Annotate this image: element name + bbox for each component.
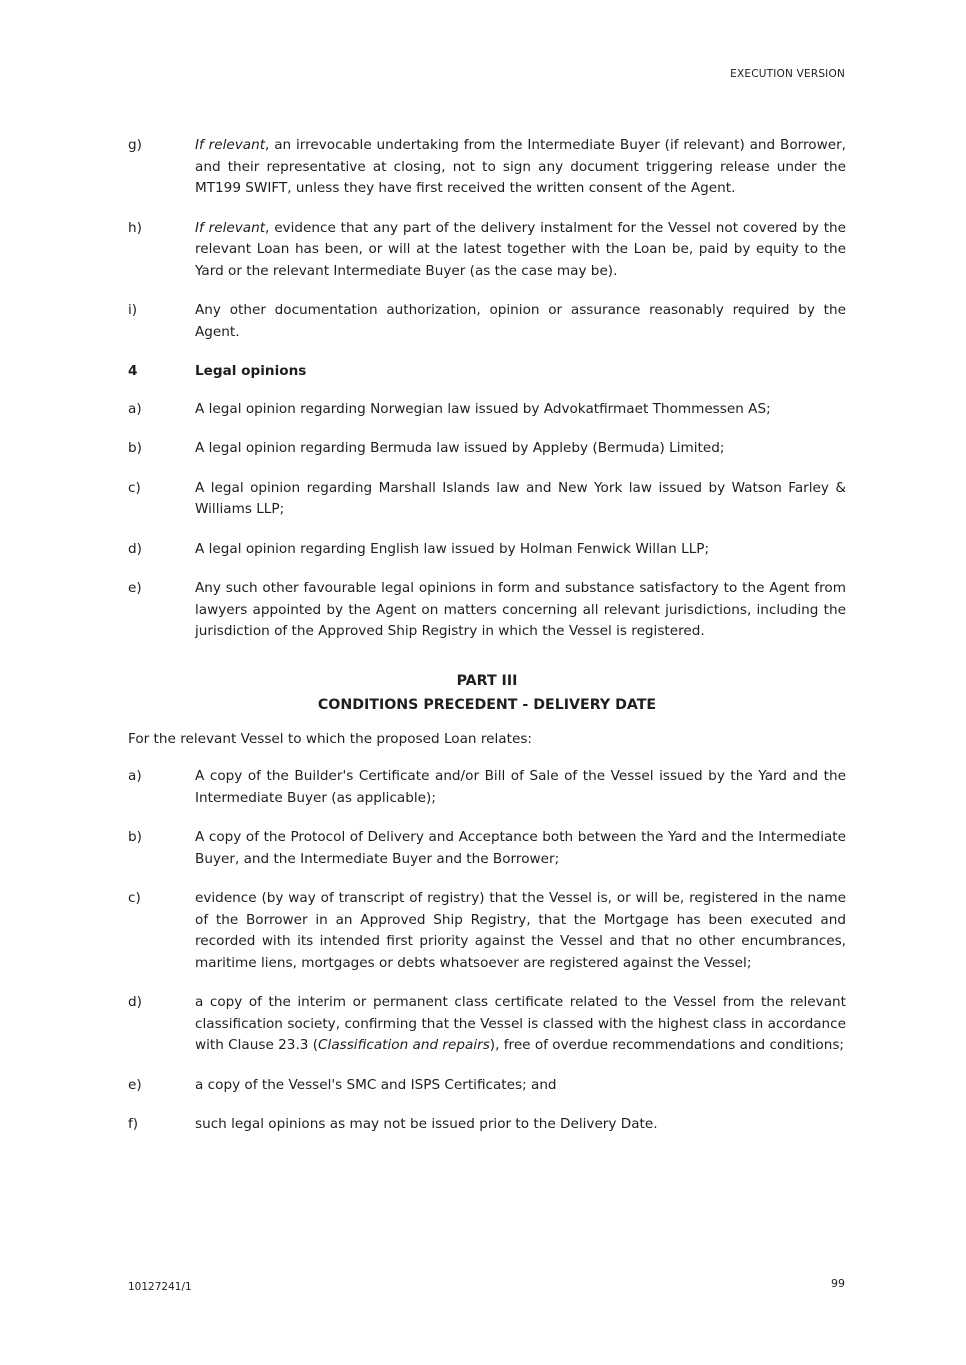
item-label: d) [128,994,142,1010]
list-item [128,438,846,460]
item-label: g) [128,137,142,153]
item-label: a) [128,768,142,784]
item-label: f) [128,1116,139,1132]
item-text: a copy of the interim or permanent class certificate related to the Vessel from the relevant classification society, confirming that the Vessel is classed with the highest class in accordance with Clause 23.3 (Classification and repairs), free of overdue recommendations and conditions; [195,994,846,1053]
item-text: A copy of the Protocol of Delivery and Acceptance both between the Yard and the Intermediate Buyer, and the Intermediate Buyer and the Borrower; [195,829,846,867]
part-heading [128,669,846,717]
section-title: Legal opinions [195,363,307,379]
item-label: e) [128,580,142,596]
item-label: b) [128,829,142,845]
item-label: b) [128,440,142,456]
item-text: If relevant, evidence that any part of the delivery instalment for the Vessel not covered by the relevant Loan has been, or will at the latest together with the Loan be, paid by equity to the Yard or the relevant Intermediate Buyer (as the case may be). [195,219,847,279]
list-item-i [128,300,846,343]
list-item [128,1114,846,1136]
list-item [128,539,846,561]
item-text: a copy of the Vessel's SMC and ISPS Certificates; and [195,1076,557,1093]
item-text: Any such other favourable legal opinions in form and substance satisfactory to the Agent from lawyers appointed by the Agent on matters concerning all relevant jurisdictions, including the jurisdiction of the Approved Ship Registry in which the Vessel is registered. [195,580,846,639]
part-subtitle: CONDITIONS PRECEDENT - DELIVERY DATE [317,696,657,713]
list-item [128,992,846,1057]
section-heading-legal-opinions [128,361,846,383]
item-label: d) [128,540,142,557]
part-intro: For the relevant Vessel to which the proposed Loan relates: [128,730,532,747]
item-text: A legal opinion regarding Marshall Islands law and New York law issued by Watson Farley & Williams LLP; [195,479,846,517]
list-item [128,827,846,870]
item-text: such legal opinions as may not be issued prior to the Delivery Date. [195,1116,658,1132]
execution-version-header: EXECUTION VERSION [730,68,845,80]
item-label: c) [128,890,141,906]
item-text: A copy of the Builder's Certificate and/or Bill of Sale of the Vessel issued by the Yard and the Intermediate Buyer (as applicable); [195,768,846,806]
document-body [128,135,846,1154]
part-title: PART III [456,672,518,689]
list-item [128,1075,846,1097]
item-text: A legal opinion regarding Bermuda law issued by Appleby (Bermuda) Limited; [195,440,725,456]
list-item-h [128,218,846,283]
item-label: i) [128,302,138,318]
section-number: 4 [128,363,138,379]
list-item [128,478,846,521]
item-text: evidence (by way of transcript of registry) that the Vessel is, or will be, registered in the name of the Borrower in an Approved Ship Registry, that the Mortgage has been executed and recorded with its intended first priority against the Vessel and that no other encumbrances, maritime liens, mortgages or debts whatsoever are registered against the Vessel; [195,890,846,971]
item-label: e) [128,1076,142,1093]
list-item-g [128,135,846,200]
document-reference: 10127241/1 [128,1281,192,1293]
item-text: A legal opinion regarding English law issued by Holman Fenwick Willan LLP; [195,540,710,557]
item-label: a) [128,400,142,417]
page-number: 99 [831,1277,845,1290]
item-label: c) [128,479,141,496]
list-item [128,766,846,809]
list-item [128,578,846,643]
list-item [128,399,846,421]
item-text: A legal opinion regarding Norwegian law issued by Advokatfirmaet Thommessen AS; [195,400,771,417]
item-text: Any other documentation authorization, opinion or assurance reasonably required by the Agent. [195,302,846,340]
list-item [128,888,846,974]
item-label: h) [128,219,142,236]
item-text: If relevant, an irrevocable undertaking from the Intermediate Buyer (if relevant) and Borrower, and their representative at closing, not to sign any document triggering release under the MT199 SWIFT, unless they have first received the written consent of the Agent. [195,137,847,196]
